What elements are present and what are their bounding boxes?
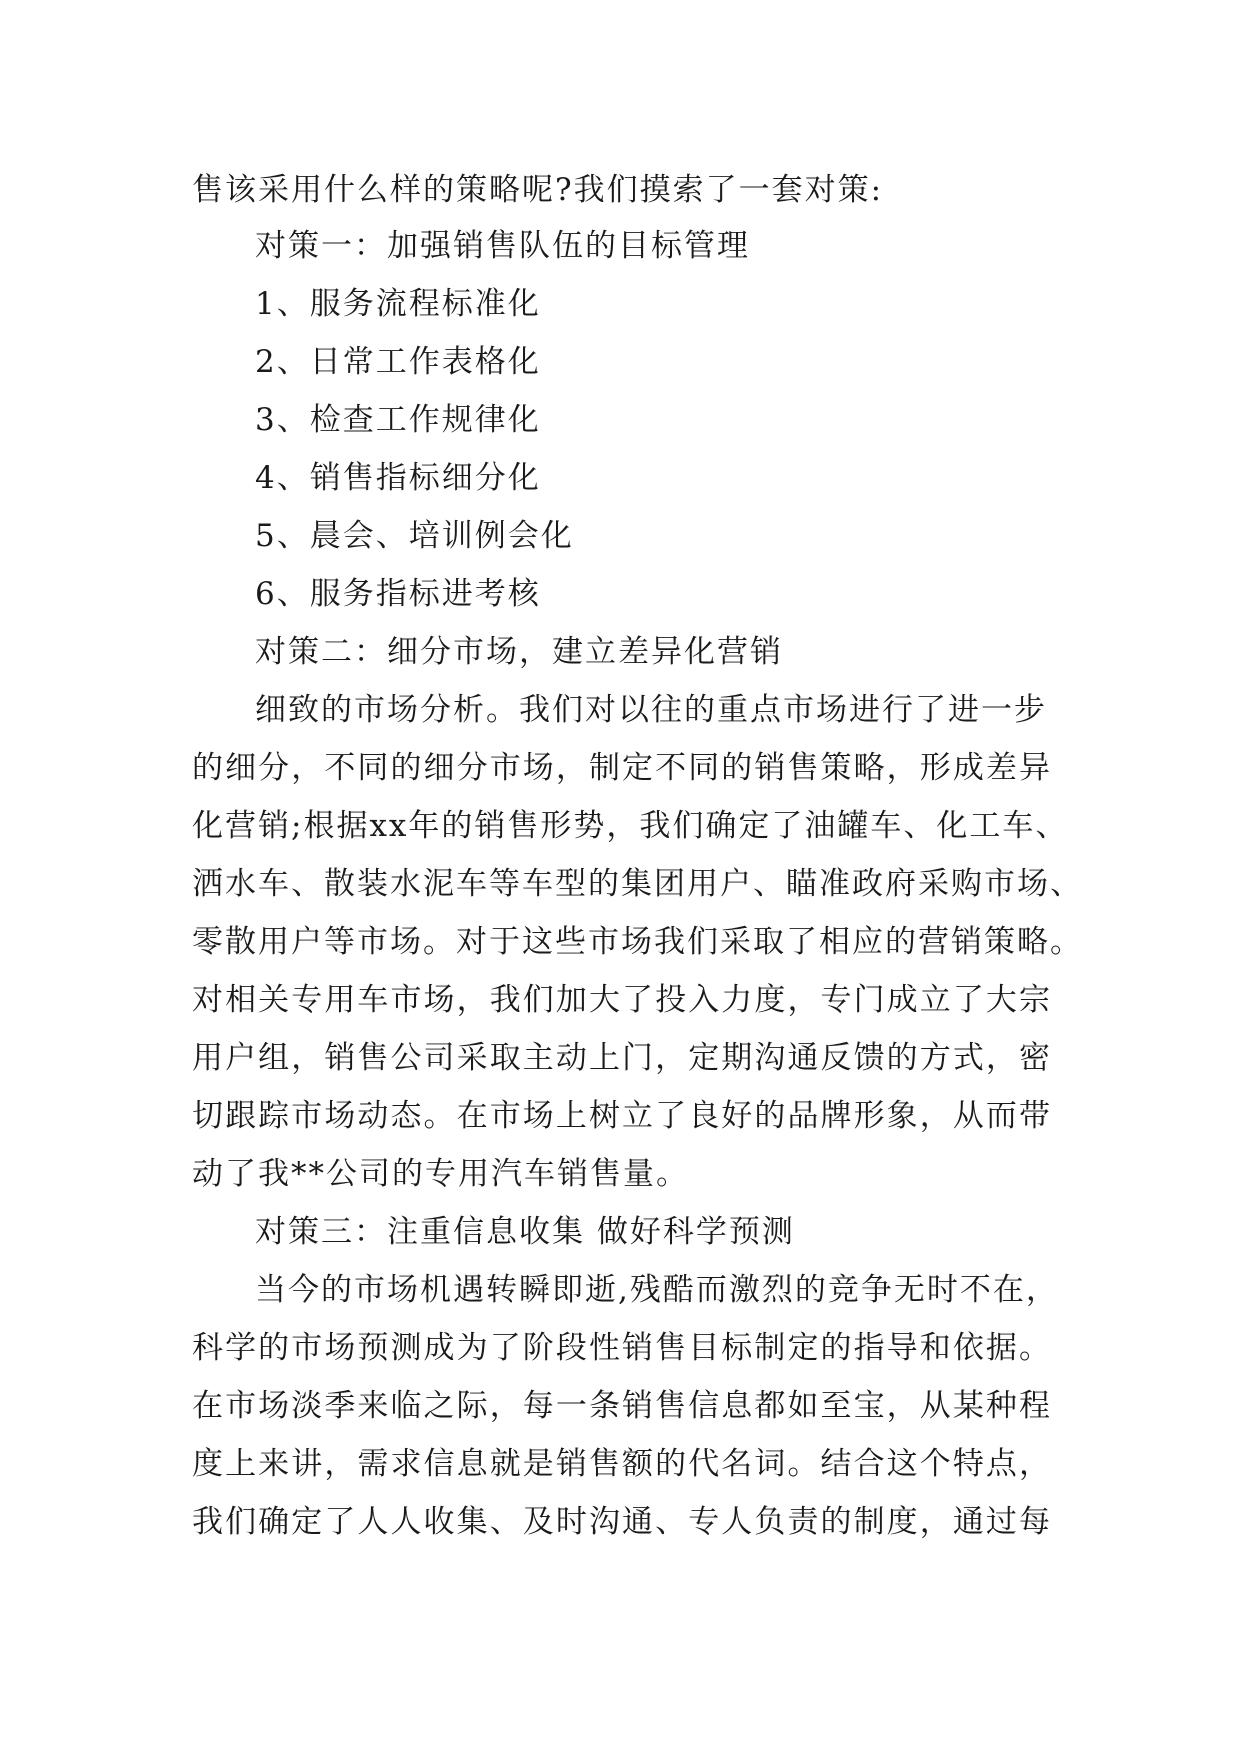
text-line: 的细分，不同的细分市场，制定不同的销售策略，形成差异 [192, 750, 1052, 786]
text-line: 细致的市场分析。我们对以往的重点市场进行了进一步 [255, 692, 1047, 728]
text-line: 在市场淡季来临之际，每一条销售信息都如至宝，从某种程 [192, 1388, 1052, 1424]
section-heading: 对策二：细分市场，建立差异化营销 [255, 634, 783, 670]
text-line: 售该采用什么样的策略呢?我们摸索了一套对策: [192, 172, 884, 208]
text-line: 用户组，销售公司采取主动上门，定期沟通反馈的方式，密 [192, 1040, 1052, 1076]
list-item: 4、销售指标细分化 [255, 460, 541, 496]
list-item: 6、服务指标进考核 [255, 576, 541, 612]
text-line: 科学的市场预测成为了阶段性销售目标制定的指导和依据。 [192, 1330, 1052, 1366]
section-heading: 对策三：注重信息收集 做好科学预测 [255, 1214, 795, 1250]
list-item: 3、检查工作规律化 [255, 402, 541, 438]
section-heading: 对策一：加强销售队伍的目标管理 [255, 228, 750, 264]
text-line: 零散用户等市场。对于这些市场我们采取了相应的营销策略。 [192, 924, 1083, 960]
text-line: 洒水车、散装水泥车等车型的集团用户、瞄准政府采购市场、 [192, 866, 1083, 902]
list-item: 5、晨会、培训例会化 [255, 518, 574, 554]
list-item: 1、服务流程标准化 [255, 286, 541, 322]
text-line: 化营销;根据xx年的销售形势，我们确定了油罐车、化工车、 [192, 808, 1069, 844]
text-line: 度上来讲，需求信息就是销售额的代名词。结合这个特点， [192, 1446, 1052, 1482]
text-line: 动了我**公司的专用汽车销售量。 [192, 1156, 689, 1192]
text-line: 切跟踪市场动态。在市场上树立了良好的品牌形象，从而带 [192, 1098, 1052, 1134]
text-line: 对相关专用车市场，我们加大了投入力度，专门成立了大宗 [192, 982, 1052, 1018]
list-item: 2、日常工作表格化 [255, 344, 541, 380]
text-line: 我们确定了人人收集、及时沟通、专人负责的制度，通过每 [192, 1504, 1052, 1540]
text-line: 当今的市场机遇转瞬即逝,残酷而激烈的竞争无时不在， [255, 1272, 1059, 1308]
